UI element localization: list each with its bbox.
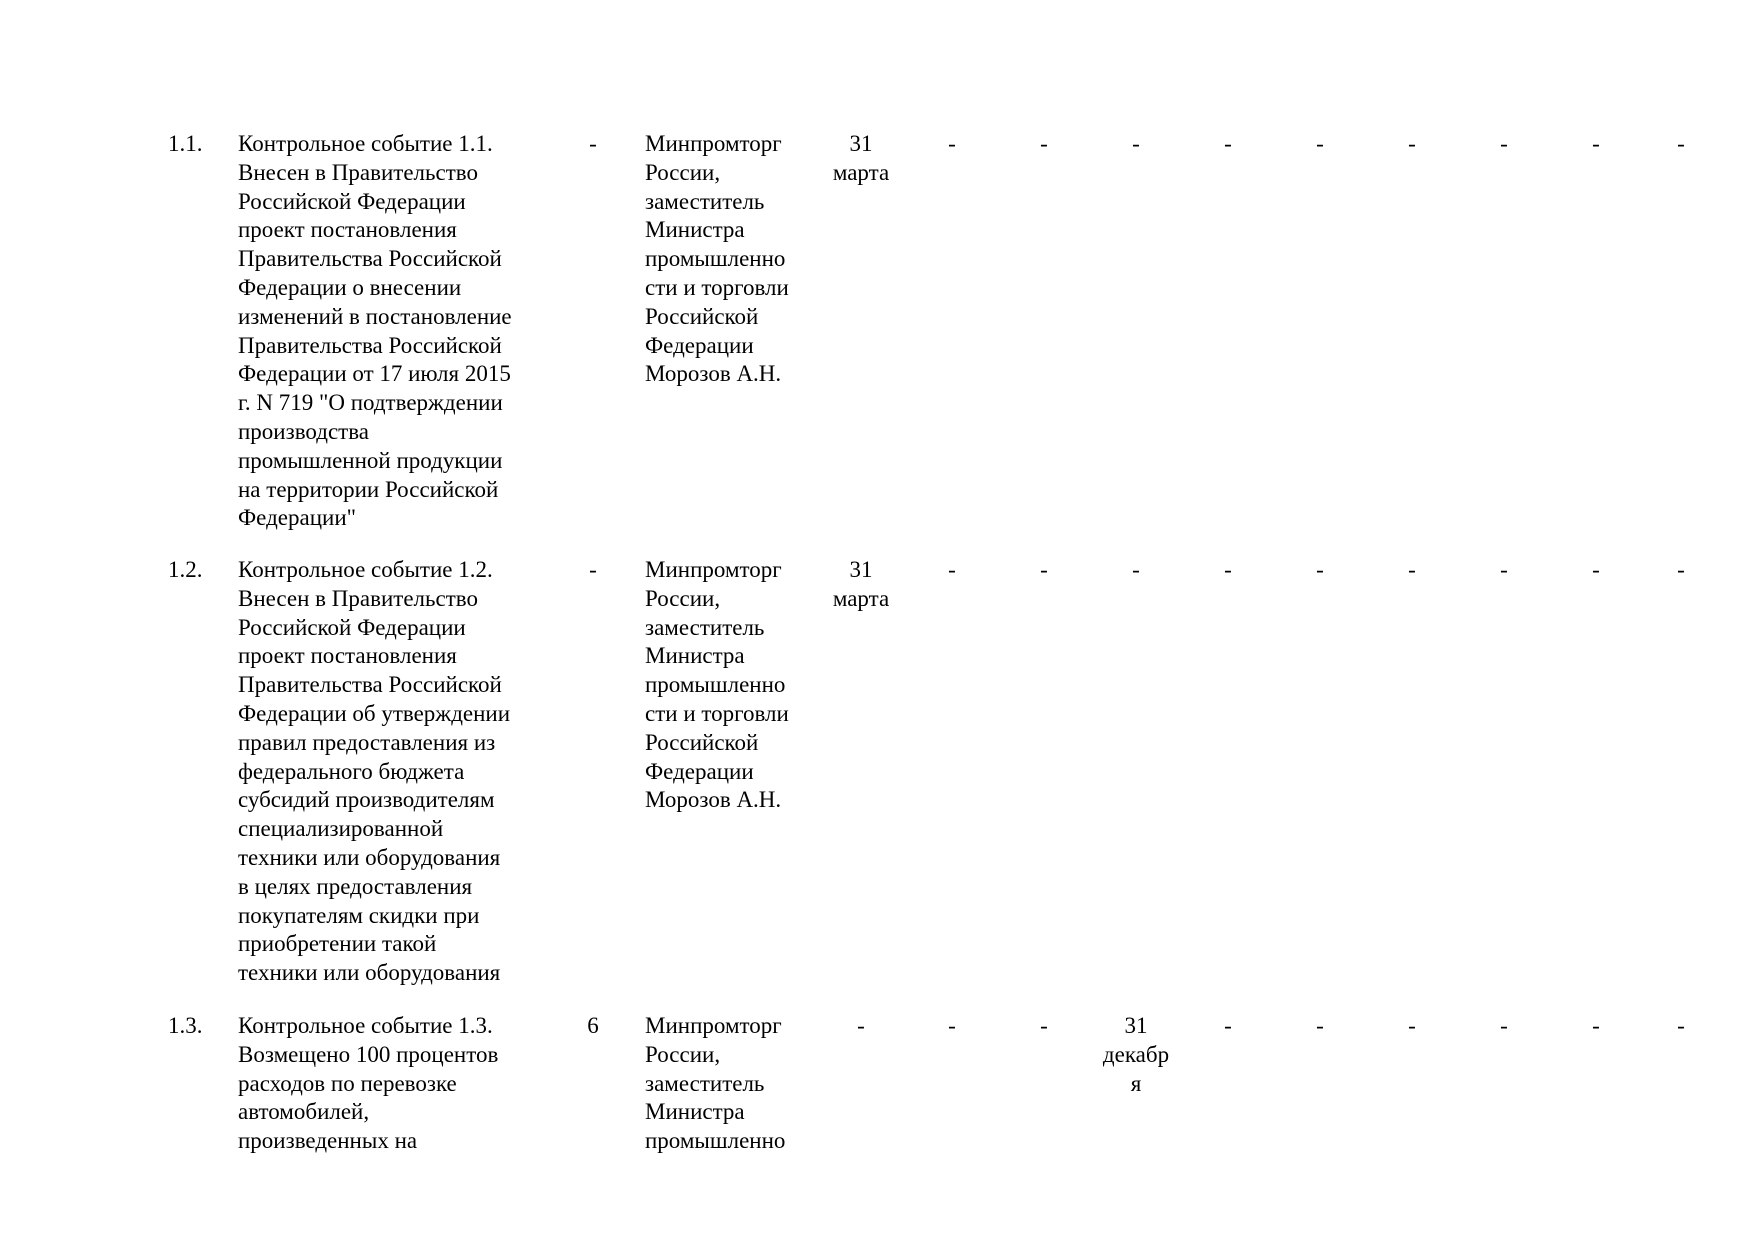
dash-cell: - bbox=[1592, 557, 1600, 582]
dash-cell: - bbox=[1316, 557, 1324, 582]
dash-cell: - bbox=[1500, 1013, 1508, 1038]
dash-cell: - bbox=[1677, 131, 1685, 156]
dash-cell: - bbox=[1040, 557, 1048, 582]
dash-cell: - bbox=[1224, 1013, 1232, 1038]
dash-cell: - bbox=[1677, 557, 1685, 582]
deadline-cell: 31 марта bbox=[832, 131, 890, 185]
dash-cell: - bbox=[1408, 557, 1416, 582]
responsible-executor: Минпромторг России, заместитель Министра промышленно сти и торговли Российской Федерации Морозов А.Н. bbox=[645, 557, 789, 813]
dash-cell: - bbox=[1132, 557, 1140, 582]
dash-cell: - bbox=[1316, 131, 1324, 156]
dash-cell: - bbox=[857, 1013, 865, 1038]
dash-cell: - bbox=[1040, 1013, 1048, 1038]
deadline-cell: 31 марта bbox=[832, 557, 890, 611]
value-cell: 6 bbox=[587, 1013, 599, 1038]
dash-cell: - bbox=[1408, 131, 1416, 156]
dash-cell: - bbox=[589, 557, 597, 582]
dash-cell: - bbox=[1500, 131, 1508, 156]
dash-cell: - bbox=[1040, 131, 1048, 156]
dash-cell: - bbox=[1132, 131, 1140, 156]
row-number: 1.1. bbox=[168, 131, 203, 156]
dash-cell: - bbox=[1408, 1013, 1416, 1038]
dash-cell: - bbox=[948, 1013, 956, 1038]
row-number: 1.2. bbox=[168, 557, 203, 582]
event-description: Контрольное событие 1.1. Внесен в Правительство Российской Федерации проект постановления Правительства Российской Федерации о внесении изменений в постановление Правительства Российской Федерации от 17 июля 2015 г. N 719 "О подтверждении производства промышленной продукции на территории Российской Федерации" bbox=[238, 131, 512, 531]
responsible-executor: Минпромторг России, заместитель Министра промышленно сти и торговли Российской Федерации Морозов А.Н. bbox=[645, 131, 789, 387]
dash-cell: - bbox=[1500, 557, 1508, 582]
event-description: Контрольное событие 1.2. Внесен в Правительство Российской Федерации проект постановления Правительства Российской Федерации об утверждении правил предоставления из федерального бюджета субсидий производителям специализированной техники или оборудования в целях предоставления покупателям скидки при приобретении такой техники или оборудования bbox=[238, 557, 511, 986]
dash-cell: - bbox=[1316, 1013, 1324, 1038]
dash-cell: - bbox=[589, 131, 597, 156]
dash-cell: - bbox=[1677, 1013, 1685, 1038]
dash-cell: - bbox=[1224, 131, 1232, 156]
responsible-executor: Минпромторг России, заместитель Министра промышленно bbox=[645, 1013, 786, 1154]
dash-cell: - bbox=[948, 557, 956, 582]
row-number: 1.3. bbox=[168, 1013, 203, 1038]
deadline-cell: 31 декабр я bbox=[1102, 1013, 1170, 1096]
dash-cell: - bbox=[1592, 1013, 1600, 1038]
dash-cell: - bbox=[1592, 131, 1600, 156]
event-description: Контрольное событие 1.3. Возмещено 100 процентов расходов по перевозке автомобилей, произведенных на bbox=[238, 1013, 499, 1154]
dash-cell: - bbox=[1224, 557, 1232, 582]
dash-cell: - bbox=[948, 131, 956, 156]
